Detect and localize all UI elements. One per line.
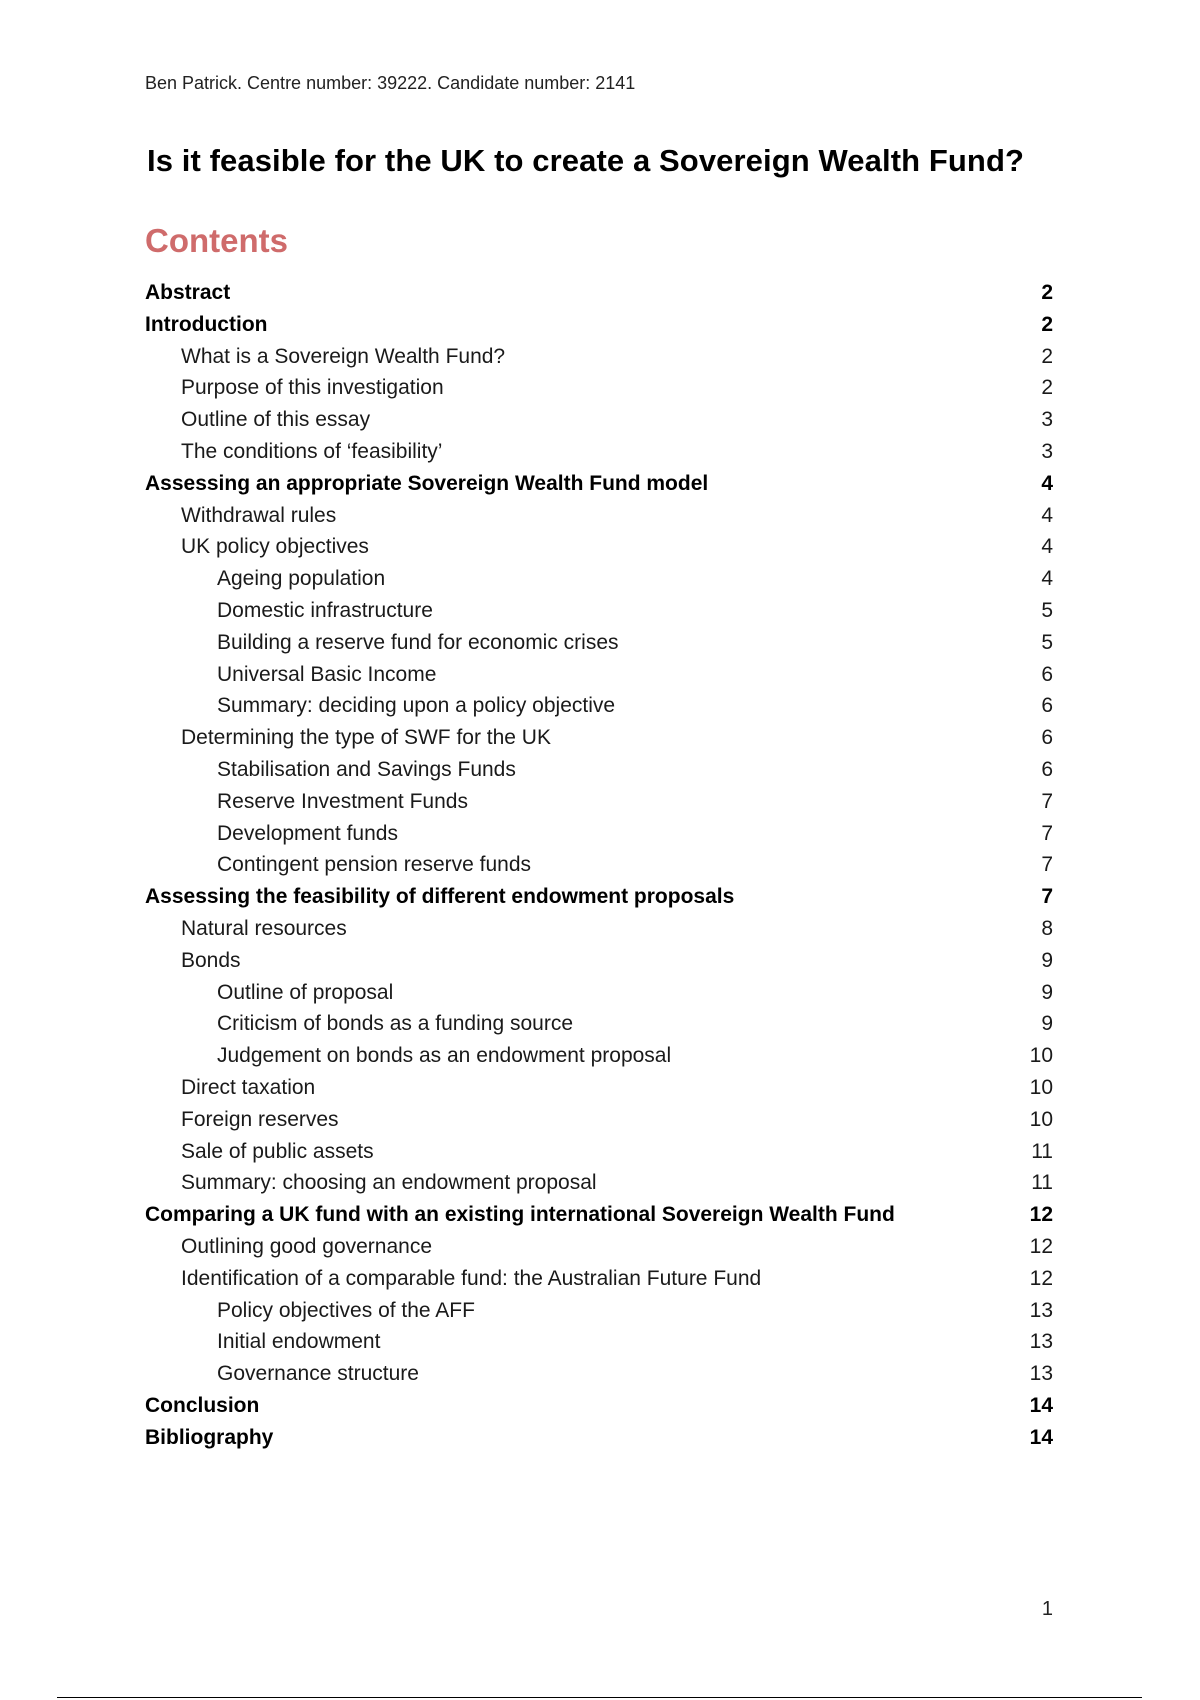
toc-entry-label: Stabilisation and Savings Funds	[217, 757, 516, 781]
toc-entry[interactable]	[145, 849, 1055, 881]
toc-entry-label: Reserve Investment Funds	[217, 789, 468, 813]
toc-entry-page: 4	[1041, 503, 1053, 527]
toc-entry-page: 3	[1041, 408, 1053, 432]
toc-entry[interactable]	[145, 468, 1055, 500]
toc-entry-page: 5	[1041, 630, 1053, 654]
toc-entry[interactable]	[145, 1199, 1055, 1231]
toc-entry[interactable]	[145, 977, 1055, 1009]
toc-entry-page: 12	[1029, 1203, 1053, 1227]
toc-entry[interactable]	[145, 722, 1055, 754]
toc-entry[interactable]	[145, 754, 1055, 786]
toc-entry[interactable]	[145, 1040, 1055, 1072]
toc-entry-page: 7	[1041, 853, 1053, 877]
toc-entry[interactable]	[145, 1008, 1055, 1040]
toc-entry-label: Policy objectives of the AFF	[217, 1298, 475, 1322]
toc-entry-label: Determining the type of SWF for the UK	[181, 726, 551, 750]
toc-entry-page: 6	[1041, 757, 1053, 781]
toc-entry[interactable]	[145, 309, 1055, 341]
toc-entry[interactable]	[145, 881, 1055, 913]
toc-entry-page: 12	[1029, 1234, 1053, 1258]
toc-entry-page: 13	[1029, 1362, 1053, 1386]
toc-entry-page: 5	[1041, 598, 1053, 622]
toc-entry[interactable]	[145, 1326, 1055, 1358]
toc-entry[interactable]	[145, 277, 1055, 309]
toc-entry-label: Comparing a UK fund with an existing international Sovereign Wealth Fund	[145, 1203, 895, 1227]
toc-entry-page: 10	[1029, 1075, 1053, 1099]
toc-entry-label: Natural resources	[181, 916, 347, 940]
toc-entry[interactable]	[145, 563, 1055, 595]
toc-entry[interactable]	[145, 404, 1055, 436]
footer-divider	[57, 1697, 1142, 1698]
toc-entry-page: 4	[1041, 567, 1053, 591]
candidate-info: Ben Patrick. Centre number: 39222. Candidate number: 2141	[145, 73, 636, 93]
toc-entry-label: Contingent pension reserve funds	[217, 853, 532, 877]
toc-entry-page: 2	[1041, 376, 1053, 400]
toc-entry-page: 8	[1041, 916, 1053, 940]
toc-entry[interactable]	[145, 1072, 1055, 1104]
toc-entry-label: Building a reserve fund for economic crises	[217, 630, 619, 654]
toc-entry-label: Outline of this essay	[181, 408, 371, 432]
toc-entry-page: 7	[1041, 885, 1053, 909]
toc-entry-label: Development funds	[217, 821, 398, 845]
toc-entry-label: Universal Basic Income	[217, 662, 437, 686]
toc-entry[interactable]	[145, 627, 1055, 659]
toc-entry-label: Abstract	[145, 281, 231, 304]
toc-entry-label: Governance structure	[217, 1362, 419, 1386]
toc-entry[interactable]	[145, 1136, 1055, 1168]
toc-entry-label: Foreign reserves	[181, 1107, 339, 1131]
toc-entry-page: 14	[1029, 1393, 1053, 1417]
toc-entry-label: Outline of proposal	[217, 980, 394, 1004]
toc-entry-label: Bibliography	[145, 1425, 274, 1449]
toc-entry[interactable]	[145, 913, 1055, 945]
toc-entry[interactable]	[145, 1167, 1055, 1199]
toc-entry-page: 10	[1029, 1044, 1053, 1068]
toc-entry-page: 6	[1041, 694, 1053, 718]
page-number: 1	[1041, 1598, 1053, 1620]
toc-entry-page: 11	[1031, 1139, 1053, 1163]
toc-entry-page: 9	[1041, 980, 1053, 1004]
toc-entry-label: Assessing an appropriate Sovereign Wealth Fund model	[145, 471, 709, 495]
toc-entry-label: Purpose of this investigation	[181, 376, 444, 400]
toc-entry-page: 14	[1029, 1425, 1053, 1449]
toc-entry-page: 4	[1041, 535, 1053, 559]
toc-entry-label: Withdrawal rules	[181, 503, 337, 527]
toc-entry-label: What is a Sovereign Wealth Fund?	[181, 344, 506, 368]
toc-entry[interactable]	[145, 531, 1055, 563]
toc-entry-label: The conditions of ‘feasibility’	[181, 439, 443, 463]
toc-entry-label: Summary: choosing an endowment proposal	[181, 1171, 597, 1195]
toc-entry-page: 13	[1029, 1298, 1053, 1322]
toc-entry-label: Judgement on bonds as an endowment proposal	[217, 1044, 672, 1068]
toc-entry[interactable]	[145, 500, 1055, 532]
toc-entry-page: 11	[1031, 1171, 1053, 1195]
toc-entry-page: 13	[1029, 1330, 1053, 1354]
toc-entry-label: Initial endowment	[217, 1330, 381, 1354]
toc-entry-label: Introduction	[145, 312, 268, 336]
table-of-contents	[145, 277, 1055, 1453]
toc-entry-label: Outlining good governance	[181, 1234, 433, 1258]
toc-entry[interactable]	[145, 659, 1055, 691]
toc-entry-page: 9	[1041, 1012, 1053, 1036]
toc-entry[interactable]	[145, 1104, 1055, 1136]
toc-entry[interactable]	[145, 690, 1055, 722]
toc-entry-label: Conclusion	[145, 1393, 260, 1417]
toc-entry[interactable]	[145, 818, 1055, 850]
toc-entry[interactable]	[145, 1358, 1055, 1390]
toc-entry[interactable]	[145, 945, 1055, 977]
toc-entry-page: 2	[1041, 344, 1053, 368]
toc-entry-page: 2	[1041, 312, 1053, 336]
toc-entry-label: UK policy objectives	[181, 535, 369, 559]
toc-entry-page: 7	[1041, 789, 1053, 813]
toc-entry-label: Ageing population	[217, 567, 386, 591]
toc-entry-page: 7	[1041, 821, 1053, 845]
toc-entry-page: 10	[1029, 1107, 1053, 1131]
toc-entry[interactable]	[145, 1231, 1055, 1263]
toc-entry[interactable]	[145, 1422, 1055, 1454]
toc-entry-label: Sale of public assets	[181, 1139, 374, 1163]
toc-entry-page: 6	[1041, 726, 1053, 750]
contents-heading: Contents	[145, 222, 288, 259]
toc-entry-label: Identification of a comparable fund: the Australian Future Fund	[181, 1266, 762, 1290]
toc-entry-label: Domestic infrastructure	[217, 598, 433, 622]
toc-entry[interactable]	[145, 1390, 1055, 1422]
document-title: Is it feasible for the UK to create a Sovereign Wealth Fund?	[147, 143, 1025, 178]
toc-entry-page: 9	[1041, 948, 1053, 972]
toc-entry-label: Bonds	[181, 948, 241, 972]
toc-entry[interactable]	[145, 595, 1055, 627]
toc-entry-page: 4	[1041, 471, 1053, 495]
toc-entry[interactable]	[145, 1295, 1055, 1327]
toc-entry[interactable]	[145, 1263, 1055, 1295]
toc-entry-page: 3	[1041, 439, 1053, 463]
toc-entry[interactable]	[145, 786, 1055, 818]
toc-entry-label: Assessing the feasibility of different endowment proposals	[145, 885, 735, 909]
toc-entry-label: Criticism of bonds as a funding source	[217, 1012, 574, 1036]
toc-entry-label: Summary: deciding upon a policy objective	[217, 694, 616, 718]
toc-entry[interactable]	[145, 341, 1055, 373]
toc-entry-page: 12	[1029, 1266, 1053, 1290]
toc-entry[interactable]	[145, 372, 1055, 404]
toc-entry[interactable]	[145, 436, 1055, 468]
toc-entry-page: 2	[1041, 281, 1053, 304]
toc-entry-label: Direct taxation	[181, 1075, 316, 1099]
toc-entry-page: 6	[1041, 662, 1053, 686]
